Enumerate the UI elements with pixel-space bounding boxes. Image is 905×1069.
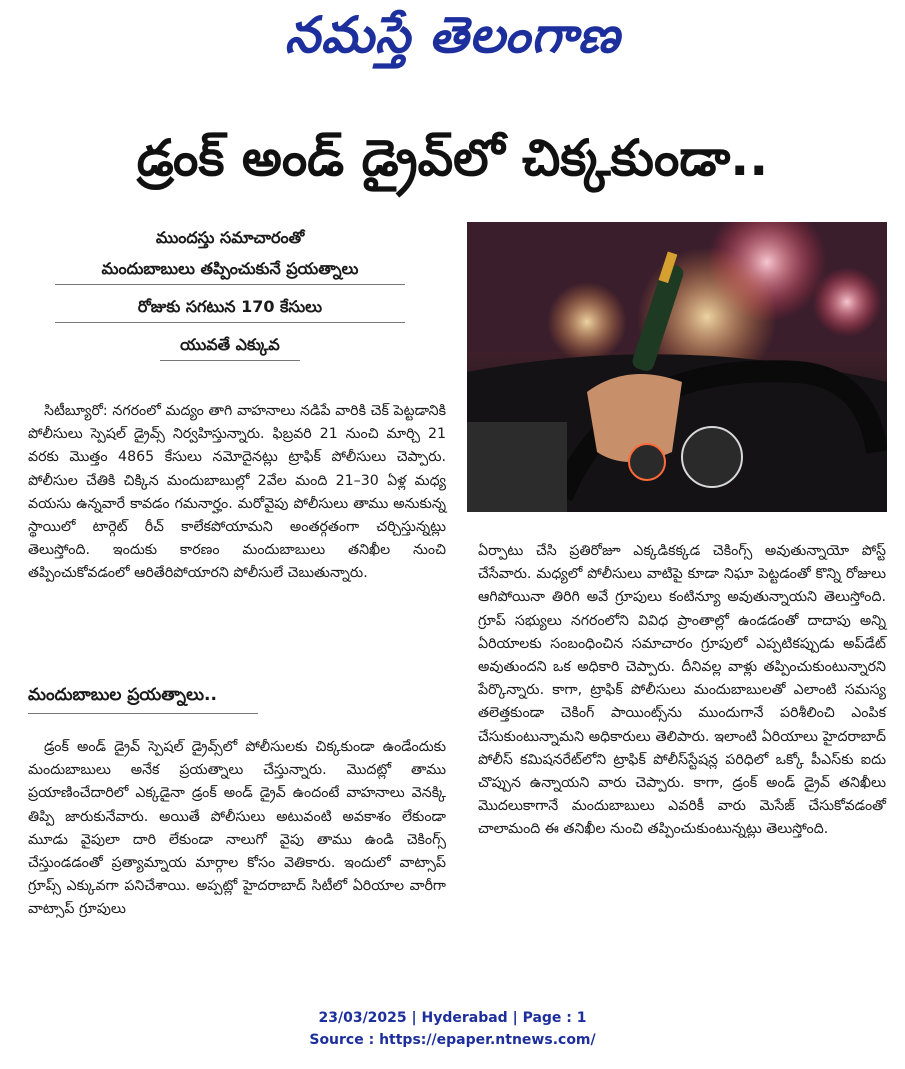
article-column-1b: [28, 736, 446, 922]
section-heading: మందుబాబుల ప్రయత్నాలు..: [28, 685, 258, 714]
subhead-2: మందుబాబులు తప్పించుకునే ప్రయత్నాలు: [55, 253, 405, 285]
subhead-3: రోజుకు సగటున 170 కేసులు: [55, 291, 405, 323]
footer-dateline: 23/03/2025 | Hyderabad | Page : 1: [318, 1010, 587, 1026]
article-paragraph-2: డ్రంక్ అండ్ డ్రైవ్ స్పెషల్ డ్రైవ్స్‌లో పోలీసులకు చిక్కకుండా ఉండేందుకు మందుబాబులు అనేక ప్రయత్నాలు చేస్తున్నారు. మొదట్లో తాము ప్రయాణించేదారిలో ఎక్కడైనా డ్రంక్ అండ్ డ్రైవ్ ఉందంటే వాహనాలు వెనక్కి తిప్పి జారుకునేవారు. అయితే పోలీసులు అటువంటి అవకాశం లేకుండా మూడు వైపులా దారి లేకుండా నాలుగో వైపు తాము ఉండి చెకింగ్స్ చేస్తుండడంతో ప్రత్యామ్నాయ మార్గాల కోసం వెతికారు. ఇందులో వాట్సాప్ గ్రూప్స్ ఎక్కువగా పనిచేశాయి. అప్పట్లో హైదరాబాద్ సిటీలో ఏరియాల వారీగా వాట్సాప్ గ్రూపులు: [28, 739, 446, 918]
masthead-logo: నమస్తే తెలంగాణ: [284, 6, 621, 64]
masthead: [0, 0, 905, 78]
drunk-driving-photo-illustration: [467, 222, 887, 512]
footer: [0, 1007, 905, 1051]
article-paragraph-3: ఏర్పాటు చేసి ప్రతిరోజూ ఎక్కడికక్కడ చెకింగ్స్ అవుతున్నాయో పోస్ట్ చేసేవారు. మధ్యలో పోలీసులు వాటిపై కూడా నిఘా పెట్టడంతో కొన్ని రోజులు ఆగిపోయినా తిరిగి అవే గ్రూపులు కంటిన్యూ అవుతున్నాయని తెలుస్తోంది. గ్రూప్ సభ్యులు నగరంలోని వివిధ ప్రాంతాల్లో ఉండడంతో దాదాపు అన్ని ఏరియాలకు సంబంధించిన సమాచారం గ్రూపులో ఎప్పటికప్పుడు అప్‌డేట్ అవుతుందని ఒక అధికారి చెప్పారు. దీనివల్ల వాళ్లు తప్పించుకుంటున్నారని పేర్కొన్నారు. కాగా, ట్రాఫిక్ పోలీసులు మందుబాబులతో ఎలాంటి సమస్య తలెత్తకుండా చెకింగ్ పాయింట్స్‌ను ముందుగానే పరిశీలించి ఎంపిక చేసుకుంటున్నామని అధికారులు తెలిపారు. ఇలాంటి ఏరియాలు హైదరాబాద్ పోలీస్ కమిషనరేట్‌లోని ట్రాఫిక్ పోలీస్‌స్టేషన్ల పరిధిలో ఒక్కో పీఎస్‌కు ఐదు చొప్పున ఉన్నాయని వారు చెప్పారు. కాగా, డ్రంక్ అండ్ డ్రైవ్ తనిఖీలు మొదలుకాగానే మందుబాబులు ఎవరికీ వారు మెసేజ్ చేసుకోవడంతో చాలామంది ఈ తనిఖీల నుంచి తప్పించుకుంటున్నట్లు తెలుస్తోంది.: [478, 543, 886, 838]
subhead-4: యువతే ఎక్కువ: [160, 329, 300, 361]
subhead-1: ముందస్తు సమాచారంతో: [155, 228, 305, 247]
article-paragraph-1: సిటీబ్యూరో: నగరంలో మద్యం తాగి వాహనాలు నడిపే వారికి చెక్ పెట్టడానికి పోలీసులు స్పెషల్ డ్రైవ్స్ నిర్వహిస్తున్నారు. ఫిబ్రవరి 21 నుంచి మార్చి 21 వరకు మొత్తం 4865 కేసులు నమోదైనట్లు ట్రాఫిక్ పోలీసులు చెప్పారు. పోలీసుల చేతికి చిక్కిన మందుబాబుల్లో 2వేల మంది 21–30 ఏళ్ల మధ్య వయసు ఉన్నవారే కావడం గమనార్హం. మరోవైపు పోలీసులు తాము అనుకున్న స్థాయిలో టార్గెట్ రీచ్ కాలేకపోయామని అంతర్గతంగా చర్చిస్తున్నట్లు తెలుస్తోంది. ఇందుకు కారణం మందుబాబులు తనిఖీల నుంచి తప్పించుకోవడంలో ఆరితేరిపోయారని పోలీసులే చెబుతున్నారు.: [28, 403, 446, 582]
article-column-1: [28, 400, 446, 586]
article-photo: [467, 222, 887, 512]
article-column-2: [478, 540, 886, 842]
headline: డ్రంక్ అండ్ డ్రైవ్‌లో చిక్కకుండా..: [136, 129, 769, 187]
subheads: [30, 222, 430, 361]
footer-source[interactable]: Source : https://epaper.ntnews.com/: [309, 1032, 596, 1048]
